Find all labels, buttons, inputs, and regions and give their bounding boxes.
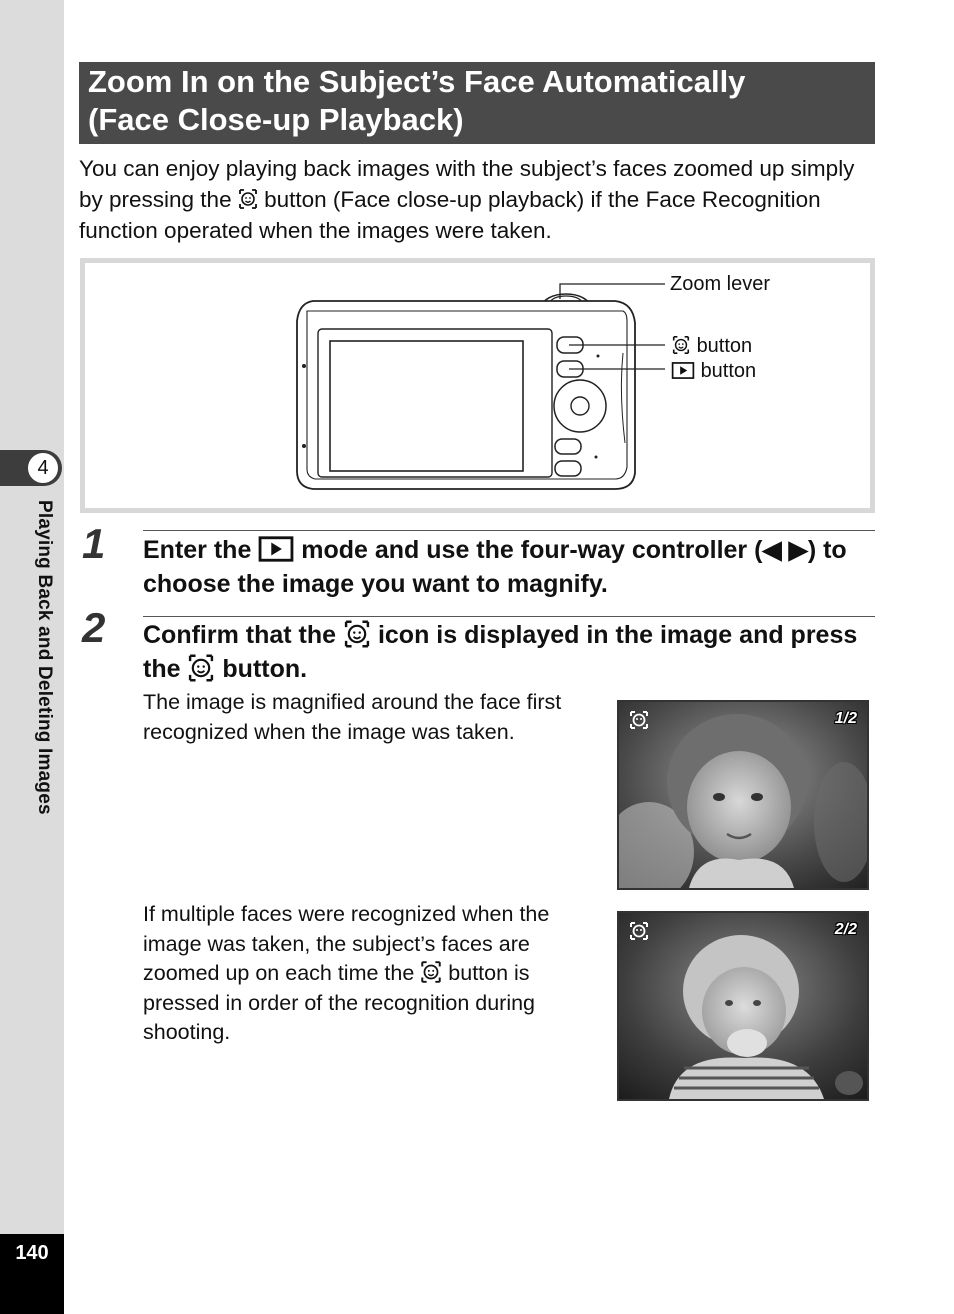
playback-screen-photo-1 bbox=[617, 700, 869, 890]
step-2-number: 2 bbox=[82, 604, 106, 651]
image-counter: 1/2 bbox=[834, 710, 857, 727]
page-number: 140 bbox=[15, 1242, 49, 1264]
playback-screen-photo-2 bbox=[617, 911, 869, 1101]
chapter-title: Playing Back and Deleting Images bbox=[34, 500, 55, 815]
face-button-callout bbox=[671, 335, 752, 358]
camera-back-illustration bbox=[85, 263, 870, 508]
step-1-number: 1 bbox=[82, 520, 106, 567]
step-1-text-a: Enter the bbox=[143, 536, 252, 564]
intro-text-2: button (Face close-up playback) if the Face Recognition function operated when the images were taken. bbox=[79, 187, 821, 243]
step-1-rule bbox=[143, 530, 875, 531]
step-2-text-a: Confirm that the bbox=[143, 621, 337, 649]
intro-paragraph bbox=[79, 153, 879, 246]
face-close-up-icon bbox=[671, 335, 691, 355]
step-2-description-2-a: If multiple faces were recognized when the image was taken, the subject’s faces are zoomed up on each time the bbox=[143, 902, 550, 985]
face-button-label: button bbox=[696, 335, 753, 357]
face-recognition-icon bbox=[629, 710, 649, 730]
step-1-text bbox=[143, 533, 883, 601]
child-eating-image bbox=[619, 913, 867, 1099]
child-portrait-image bbox=[619, 702, 867, 888]
camera-figure bbox=[80, 258, 875, 513]
step-2-text-b: icon is displayed in the image and press the bbox=[143, 621, 858, 683]
face-close-up-icon bbox=[238, 188, 258, 210]
step-2-description-2-b: button is pressed in order of the recognition during shooting. bbox=[143, 961, 536, 1044]
step-2-description-1: The image is magnified around the face first recognized when the image was taken. bbox=[143, 690, 562, 744]
intro-text-1: You can enjoy playing back images with the subject’s faces zoomed up simply by pressing the bbox=[79, 156, 855, 212]
chapter-number: 4 bbox=[27, 452, 59, 484]
step-2-text bbox=[143, 618, 883, 686]
playback-icon bbox=[671, 362, 695, 379]
face-recognition-icon bbox=[629, 921, 649, 941]
face-close-up-icon bbox=[420, 960, 442, 984]
step-2-text-c: button. bbox=[222, 655, 308, 683]
zoom-lever-label: Zoom lever bbox=[670, 273, 771, 295]
section-title-line-2: (Face Close-up Playback) bbox=[88, 102, 464, 137]
face-recognition-icon bbox=[343, 619, 371, 649]
image-counter: 2/2 bbox=[834, 921, 857, 938]
playback-icon bbox=[258, 536, 294, 562]
step-1-text-b: mode and use the four-way controller (◀ ▶) to choose the image you want to magnify. bbox=[143, 536, 847, 598]
section-title-line-1: Zoom In on the Subject’s Face Automatically bbox=[88, 64, 746, 99]
face-close-up-icon bbox=[187, 653, 215, 683]
step-2-description-2 bbox=[143, 900, 605, 1048]
step-2-rule bbox=[143, 616, 875, 617]
play-button-label: button bbox=[700, 360, 757, 382]
play-button-callout bbox=[671, 360, 756, 383]
